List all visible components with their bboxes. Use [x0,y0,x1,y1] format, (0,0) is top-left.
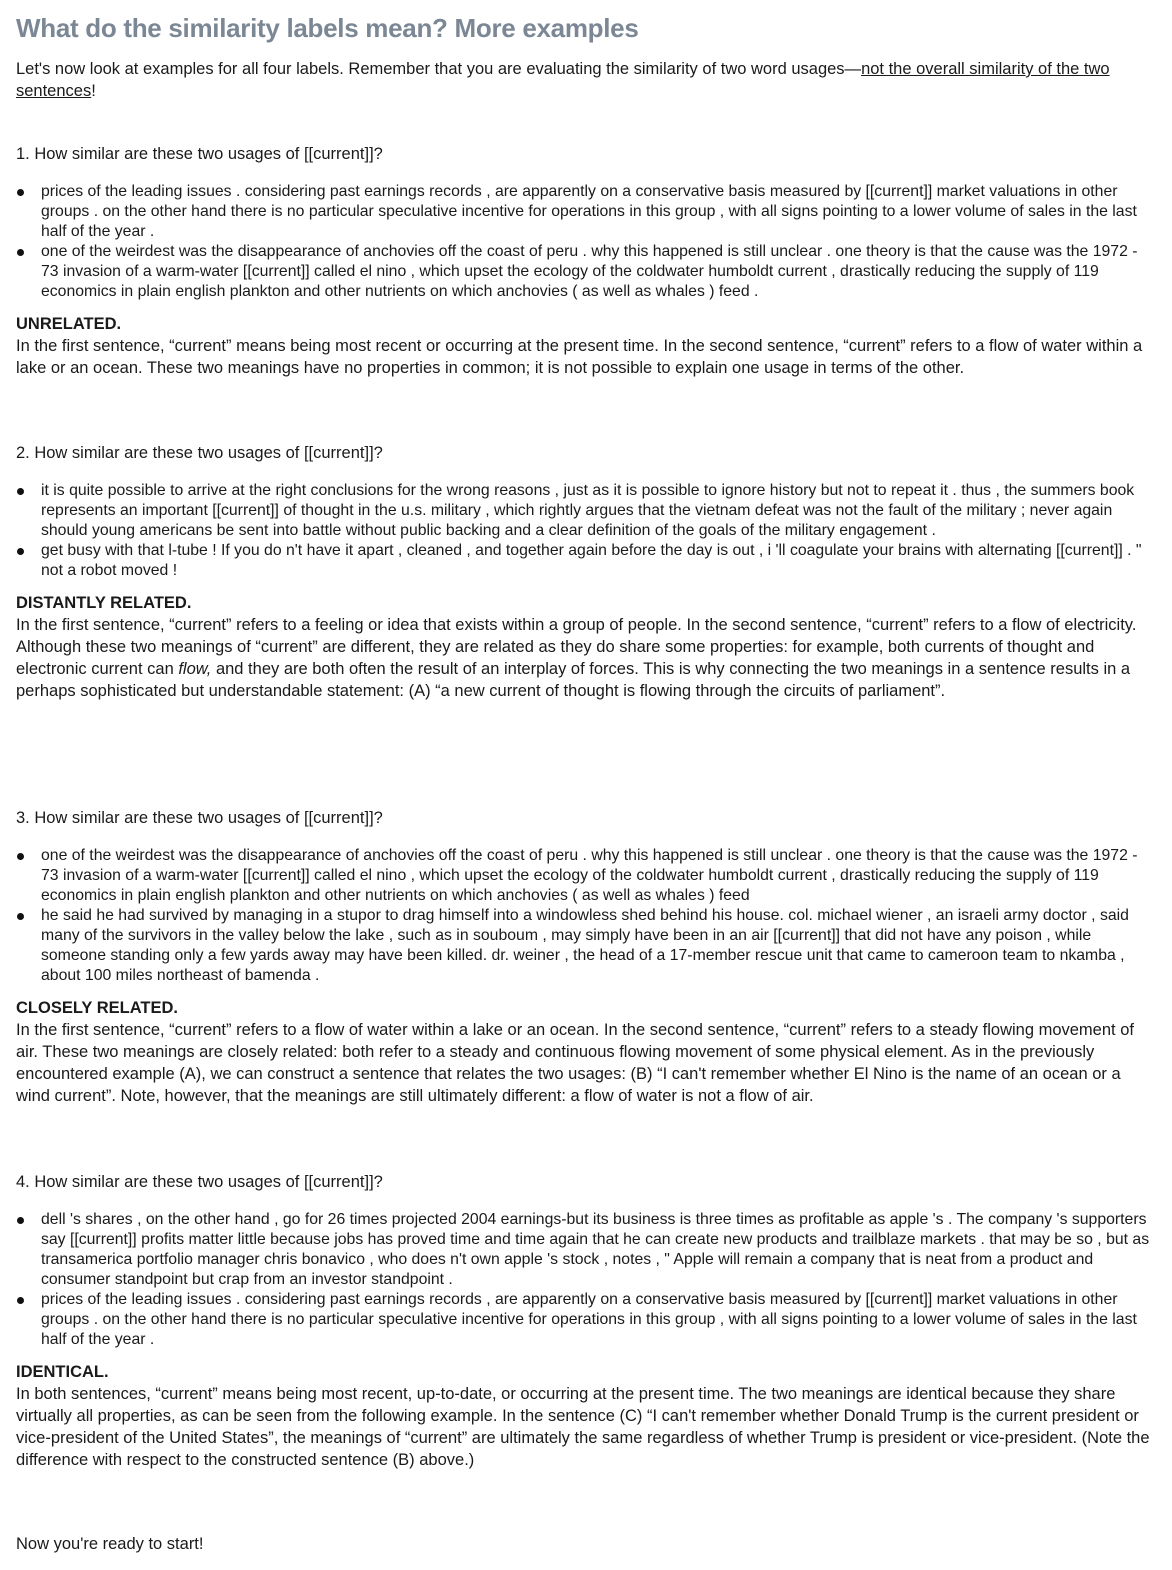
explanation-italic-text: flow, [178,660,212,678]
label-explanation: In the first sentence, “current” means being most recent or occurring at the present time. In the second sentence, “current” refers to a flow of water within a lake or an ocean. These two meanings have no properties in common; it is not possible to explain one usage in terms of the other. [16,337,1143,377]
example-question: 4. How similar are these two usages of [[current]]? [16,1173,383,1191]
example-4 [16,1171,1156,1471]
example-question: 2. How similar are these two usages of [[current]]? [16,444,383,462]
usage-item: prices of the leading issues . considering past earnings records , are apparently on a conservative basis measured by [[current]] market valuations in other groups . on the other hand there is no particular speculative incentive for operations in this group , with all signs pointing to a lower volume of sales in the last half of the year . [16,1290,1156,1350]
example-question: 1. How similar are these two usages of [[current]]? [16,145,383,163]
usage-item: he said he had survived by managing in a stupor to drag himself into a windowless shed behind his house. col. michael wiener , an israeli army doctor , said many of the survivors in the valley below the lake , such as in souboum , may simply have been in an air [[current]] that did not have any poison , while someone standing only a few yards away may have been killed. dr. weiner , the head of a 17-member rescue unit that came to cameroon team to nkamba , about 100 miles northeast of bamenda . [16,906,1156,986]
example-question: 3. How similar are these two usages of [[current]]? [16,809,383,827]
similarity-label: IDENTICAL. [16,1363,109,1381]
intro-paragraph [16,58,1156,102]
closing-text: Now you're ready to start! [16,1535,204,1553]
usage-item: it is quite possible to arrive at the right conclusions for the wrong reasons , just as it is possible to ignore history but not to repeat it . thus , the summers book represents an important [[current]] of thought in the u.s. military , which rightly argues that the vietnam defeat was not the fault of the military ; never again should young americans be sent into battle without public backing and a clear definition of the goals of the military engagement . [16,481,1156,541]
instructions-page [0,0,1172,102]
similarity-label: CLOSELY RELATED. [16,999,178,1017]
similarity-label: DISTANTLY RELATED. [16,594,192,612]
intro-underlined-text: not the overall similarity of the two sentences [16,60,1110,100]
example-1 [16,143,1156,379]
page-title: What do the similarity labels mean? More examples [16,13,639,43]
example-3 [16,807,1156,1107]
usage-list [16,182,1156,302]
label-explanation [16,614,1156,702]
usage-item: get busy with that l-tube ! If you do n't have it apart , cleaned , and together again before the day is out , i 'll coagulate your brains with alternating [[current]] . " not a robot moved ! [16,541,1156,581]
intro-text: Let's now look at examples for all four labels. Remember that you are evaluating the similarity of two word usages— [16,60,862,78]
explanation-text-end: and they are both often the result of an interplay of forces. This is why connecting the two meanings in a sentence results in a perhaps sophisticated but understandable statement: (A) “a new current of thought is flowing through the circuits of parliament”. [16,660,1131,700]
usage-item: one of the weirdest was the disappearance of anchovies off the coast of peru . why this happened is still unclear . one theory is that the cause was the 1972 - 73 invasion of a warm-water [[current]] called el nino , which upset the ecology of the coldwater humboldt current , drastically reducing the supply of 119 economics in plain english plankton and other nutrients on which anchovies ( as well as whales ) feed . [16,242,1156,302]
usage-item: prices of the leading issues . considering past earnings records , are apparently on a conservative basis measured by [[current]] market valuations in other groups . on the other hand there is no particular speculative incentive for operations in this group , with all signs pointing to a lower volume of sales in the last half of the year . [16,182,1156,242]
label-explanation: In both sentences, “current” means being most recent, up-to-date, or occurring at the present time. The two meanings are identical because they share virtually all properties, as can be seen from the following example. In the sentence (C) “I can't remember whether Donald Trump is the current president or vice-president of the United States”, the meanings of “current” are ultimately the same regardless of whether Trump is president or vice-president. (Note the difference with respect to the constructed sentence (B) above.) [16,1385,1150,1469]
usage-list [16,481,1156,581]
intro-text-end: ! [91,82,96,100]
usage-list [16,1210,1156,1350]
example-2 [16,442,1156,702]
explanation-text: In the first sentence, “current” refers to a feeling or idea that exists within a group of people. In the second sentence, “current” refers to a flow of electricity. Although these two meanings of “current” are different, they are related as they do share some properties: for example, both currents of thought and electronic current can [16,616,1137,678]
usage-list [16,846,1156,986]
usage-item: dell 's shares , on the other hand , go for 26 times projected 2004 earnings-but its business is three times as profitable as apple 's . The company 's supporters say [[current]] profits matter little because jobs has proved time and time again that he can create new products and trailblaze markets . that may be so , but as transamerica portfolio manager chris bonavico , who does n't own apple 's stock , notes , " Apple will remain a company that is neat from a product and consumer standpoint but crap from an investor standpoint . [16,1210,1156,1290]
label-explanation: In the first sentence, “current” refers to a flow of water within a lake or an ocean. In the second sentence, “current” refers to a steady flowing movement of air. These two meanings are closely related: both refer to a steady and continuous flowing movement of some physical element. As in the previously encountered example (A), we can construct a sentence that relates the two usages: (B) “I can't remember whether El Nino is the name of an ocean or a wind current”. Note, however, that the meanings are still ultimately different: a flow of water is not a flow of air. [16,1021,1134,1105]
usage-item: one of the weirdest was the disappearance of anchovies off the coast of peru . why this happened is still unclear . one theory is that the cause was the 1972 - 73 invasion of a warm-water [[current]] called el nino , which upset the ecology of the coldwater humboldt current , drastically reducing the supply of 119 economics in plain english plankton and other nutrients on which anchovies ( as well as whales ) feed [16,846,1156,906]
similarity-label: UNRELATED. [16,315,122,333]
